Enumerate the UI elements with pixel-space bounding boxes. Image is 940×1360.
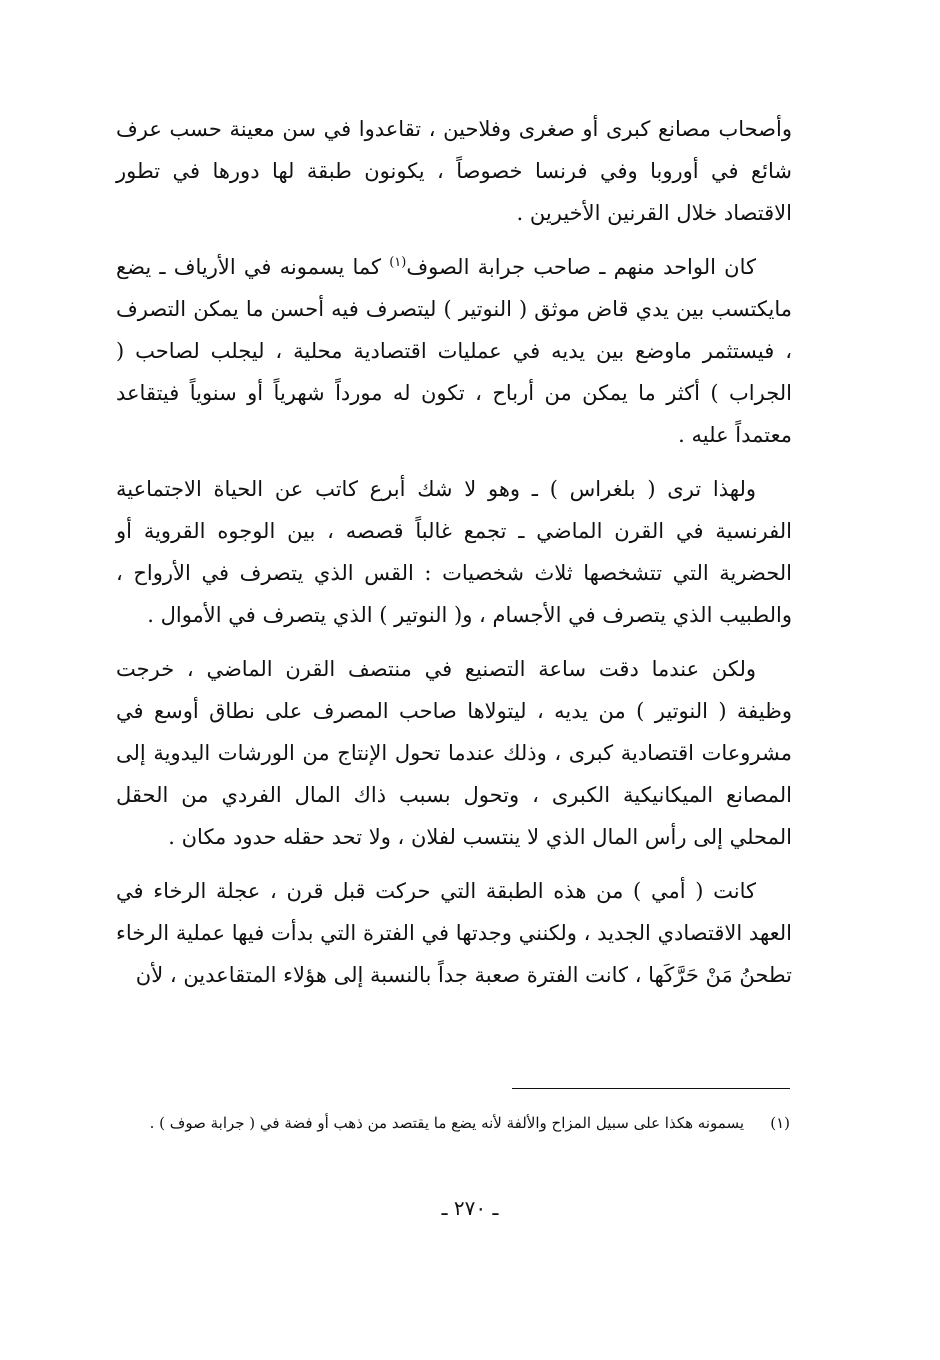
body-text — [116, 108, 792, 996]
paragraph-5: كانت ( أمي ) من هذه الطبقة التي حركت قبل قرن ، عجلة الرخاء في العهد الاقتصادي الجديد ، ولكنني وجدتها في الفترة التي بدأت فيها عملية الرخاء تطحنُ مَنْ حَرَّكَها ، كانت الفترة صعبة جداً بالنسبة إلى هؤلاء المتقاعدين ، لأن — [116, 879, 792, 987]
footnote-reference: (١) — [389, 255, 407, 270]
paragraph-2-start: الواحد منهم ـ صاحب جرابة الصوف — [406, 255, 716, 279]
paragraph-4: ولكن عندما دقت ساعة التصنيع في منتصف القرن الماضي ، خرجت وظيفة ( النوتير ) من يديه ، ليتولاها صاحب المصرف على نطاق أوسع في مشروعات اقتصادية كبرى ، وذلك عندما تحول الإنتاج من الورشات اليدوية إلى المصانع الميكانيكية الكبرى ، وتحول بسبب ذاك المال الفردي من الحقل المحلي إلى رأس المال الذي لا ينتسب لفلان ، ولا تحد حقله حدود مكان . — [116, 657, 792, 849]
paragraph-2-opening-word: كان — [724, 255, 756, 279]
footnote-text: يسمونه هكذا على سبيل المزاح والألفة لأنه يضع ما يقتصد من ذهب أو فضة في ( جرابة صوف ) . — [149, 1114, 744, 1132]
footnote-divider — [512, 1088, 790, 1089]
page-number: ـ ٢٧٠ ـ — [441, 1196, 499, 1220]
paragraph-2 — [116, 246, 792, 456]
footnote-marker: (١) — [770, 1114, 790, 1132]
paragraph-2-rest: كما يسمونه في الأرياف ـ يضع مايكتسب بين يدي قاض موثق ( النوتير ) ليتصرف فيه أحسن ما يمكن التصرف ، فيستثمر ماوضع بين يديه في عمليات اقتصادية محلية ، ليجلب لصاحب ( الجراب ) أكثر ما يمكن من أرباح ، تكون له مورداً شهرياً أو سنوياً فيتقاعد معتمداً عليه . — [116, 255, 792, 447]
paragraph-3: ولهذا ترى ( بلغراس ) ـ وهو لا شك أبرع كاتب عن الحياة الاجتماعية الفرنسية في القرن الماضي ـ تجمع غالباً قصصه ، بين الوجوه القروية أو الحضرية التي تتشخصها ثلاث شخصيات : القس الذي يتصرف في الأرواح ، والطبيب الذي يتصرف في الأجسام ، و( النوتير ) الذي يتصرف في الأموال . — [116, 477, 792, 627]
paragraph-1: وأصحاب مصانع كبرى أو صغرى وفلاحين ، تقاعدوا في سن معينة حسب عرف شائع في أوروبا وفي فرنسا خصوصاً ، يكونون طبقة لها دورها في تطور الاقتصاد خلال القرنين الأخيرين . — [116, 117, 792, 225]
footnote — [114, 1108, 790, 1139]
